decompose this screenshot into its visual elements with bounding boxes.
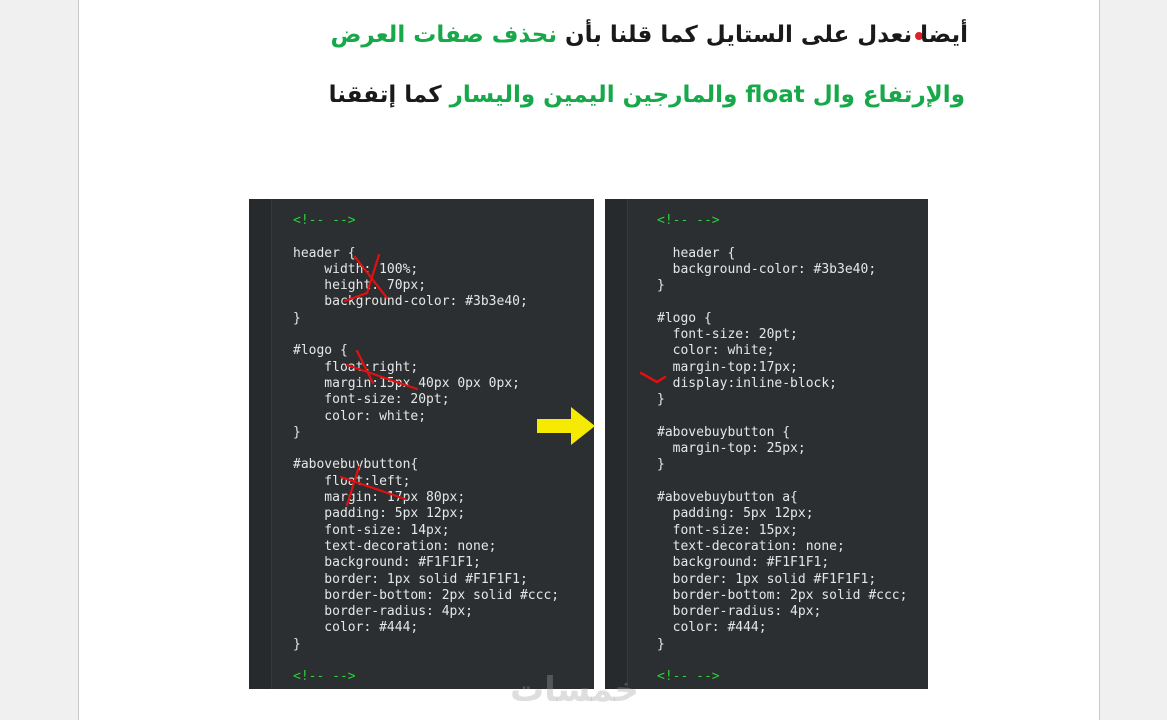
code-line: border: 1px solid #F1F1F1; xyxy=(657,571,877,587)
arrow-right-icon xyxy=(537,407,595,445)
code-line: font-size: 20pt; xyxy=(293,392,450,408)
code-line: header { xyxy=(293,245,356,261)
code-line: padding: 5px 12px; xyxy=(657,506,814,522)
code-line: padding: 5px 12px; xyxy=(293,506,466,522)
paragraph-line-1 xyxy=(330,22,968,48)
line2-highlight: والإرتفاع وال float والمارجين اليمين واليسار xyxy=(449,82,965,108)
code-line: } xyxy=(657,457,665,473)
code-line: background: #F1F1F1; xyxy=(293,555,481,571)
code-line: border-radius: 4px; xyxy=(657,604,822,620)
red-check-mark xyxy=(605,199,928,689)
code-line: width: 100%; xyxy=(293,261,419,277)
code-line: margin-top: 25px; xyxy=(657,441,806,457)
code-line: background-color: #3b3e40; xyxy=(657,261,877,277)
code-line: header { xyxy=(657,245,736,261)
code-line: margin: 17px 80px; xyxy=(293,490,466,506)
paragraph-line-2 xyxy=(329,82,965,108)
code-line: color: white; xyxy=(657,343,775,359)
code-line: background-color: #3b3e40; xyxy=(293,294,528,310)
line2-text: كما إتفقنا xyxy=(328,82,450,108)
code-line: } xyxy=(293,424,301,440)
code-line: color: #444; xyxy=(293,620,419,636)
code-line: border-bottom: 2px solid #ccc; xyxy=(657,587,908,603)
code-line: text-decoration: none; xyxy=(657,538,845,554)
code-line: } xyxy=(657,392,665,408)
code-line: display:inline-block; xyxy=(657,375,838,391)
line1-highlight: نحذف صفات العرض xyxy=(330,22,557,48)
code-line: background: #F1F1F1; xyxy=(657,555,830,571)
code-line: text-decoration: none; xyxy=(293,538,497,554)
code-line: #abovebuybutton a{ xyxy=(657,490,798,506)
code-line: color: #444; xyxy=(657,620,767,636)
code-line: #abovebuybutton { xyxy=(657,424,791,440)
code-line: color: white; xyxy=(293,408,427,424)
code-line: #abovebuybutton{ xyxy=(293,457,419,473)
code-line: } xyxy=(293,310,301,326)
code-line: border-radius: 4px; xyxy=(293,604,474,620)
code-line: font-size: 15px; xyxy=(657,522,798,538)
code-line: } xyxy=(293,636,301,652)
code-line: <!-- --> xyxy=(293,669,356,685)
code-line: margin:15px 40px 0px 0px; xyxy=(293,375,520,391)
code-line: font-size: 14px; xyxy=(293,522,450,538)
code-line: border-bottom: 2px solid #ccc; xyxy=(293,587,560,603)
code-line: #logo { xyxy=(293,343,348,359)
watermark-logo: خمسات xyxy=(510,670,639,710)
code-line: float:right; xyxy=(293,359,419,375)
code-screenshot-after xyxy=(605,199,928,689)
line1-text: أيضا نعدل على الستايل كما قلنا بأن xyxy=(556,22,968,48)
code-line: #logo { xyxy=(657,310,712,326)
code-line: border: 1px solid #F1F1F1; xyxy=(293,571,528,587)
code-line: float:left; xyxy=(293,473,411,489)
code-line: <!-- --> xyxy=(657,213,720,228)
code-line: } xyxy=(657,636,665,652)
code-line: margin-top:17px; xyxy=(657,359,798,375)
code-line: <!-- --> xyxy=(293,213,356,228)
code-line: <!-- --> xyxy=(657,669,720,685)
code-line: height: 70px; xyxy=(293,278,427,294)
code-line: font-size: 20pt; xyxy=(657,327,798,343)
code-line: } xyxy=(657,278,665,294)
